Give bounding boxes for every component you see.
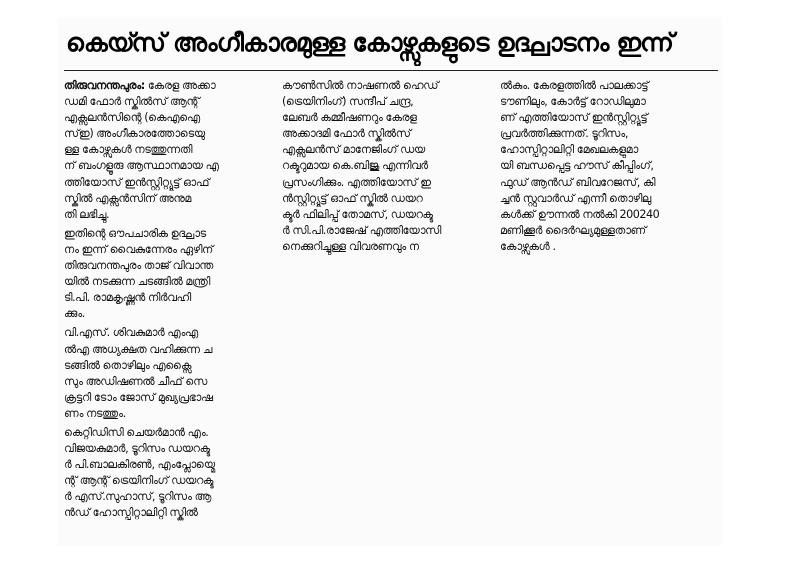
article-line: തിരുവനന്തപുരം താജ് വിവാന്ത: [64, 259, 214, 273]
article-line: ക്ടർ ഫിലിപ്പ് തോമസ്, ഡയറക്ട: [282, 207, 433, 221]
article-line: എക്സലൻസ് മാനേജിംഗ് ഡയ: [282, 143, 425, 157]
article-line: യിൽ നടക്കുന്ന ചടങ്ങിൽ മന്ത്രി: [64, 275, 210, 289]
article-line: ൻസ്റ്റിറ്റ്യൂട്ട് ഓഫ് സ്കിൽ ഡയറ: [282, 191, 423, 205]
article-line: തി ലഭിച്ചു.: [64, 207, 110, 221]
article-line: പ്രസംഗിക്കും. എത്തിയോസ് ഇ: [282, 175, 431, 189]
article-paragraph: [64, 425, 272, 522]
article-headline: കെയ്സ് അംഗീകാരമുള്ള കോഴ്സുകളുടെ ഉദ്ഘാടനം ഇന്ന്: [66, 28, 674, 57]
article-line: റക്ടറുമായ കെ.ബിജു എന്നിവർ: [282, 159, 428, 173]
article-line: ണം നടത്തും.: [64, 406, 126, 420]
article-line: ടി.പി. രാമകൃഷ്ണൻ നിർവഹി: [64, 291, 191, 305]
article-line: ള്ള കോഴ്സുകൾ നടത്തുന്നതി: [64, 143, 193, 157]
article-line: ലേബർ കമ്മീഷണറും കേരള: [282, 111, 417, 125]
article-line: ഡമി ഫോർ സ്കിൽസ് ആന്റ്: [64, 95, 200, 109]
article-line: മണിക്കൂർ ദൈർഘ്യമുള്ളതാണ്: [500, 223, 646, 237]
article-line: ർ സി.പി.രാജേഷ് എത്തിയോസി: [282, 223, 441, 237]
article-line: ച്ചൻ സ്റ്റുവാർഡ് എന്നീ തൊഴിലു: [500, 191, 651, 205]
article-line: ൽഎ അധ്യക്ഷത വഹിക്കുന്ന ച: [64, 342, 212, 356]
article-line: ൽകും. കേരളത്തിൽ പാലക്കാട്ട്: [500, 79, 649, 92]
article-paragraph: [64, 325, 272, 422]
article-paragraph: [64, 226, 272, 323]
article-line: കെറ്റിഡിസി ചെയർമാൻ എം.: [64, 425, 209, 439]
article-line: നെക്കുറിച്ചുള്ള വിവരണവും ന: [282, 239, 419, 253]
article-line: കൾക്ക് ഊന്നൽ നൽകി 200240: [500, 207, 660, 221]
article-line: സ്ഇ) അംഗീകാരത്തോടെയു: [64, 127, 205, 141]
article-line: ന്റ് ആന്റ് ട്രെയിനിംഗ് ഡയറക്ട: [64, 474, 214, 488]
article-column-1: [64, 78, 272, 546]
article-paragraph: [282, 78, 490, 255]
article-line: ന് ബംഗളൂരു ആസ്ഥാനമായ എ: [64, 159, 219, 173]
article-line: എക്സലൻസിന്റെ (കെഎഐ: [64, 111, 201, 125]
article-line: (ട്രെയിനിംഗ്) സന്ദീപ് ചന്ദ്ര,: [282, 95, 414, 109]
article-line: ഫുഡ് ആൻഡ് ബിവറേജസ്, കി: [500, 175, 656, 189]
article-line: ഇതിന്റെ ഔപചാരിക ഉദ്ഘാട: [64, 226, 206, 240]
article-line: വി.എസ്. ശിവകുമാർ എംഎ: [64, 326, 199, 340]
article-line: പ്രവർത്തിക്കുന്നത്. ടൂറിസം,: [500, 127, 628, 141]
article-column-3: [500, 78, 712, 278]
article-line: വിജയകുമാർ, ടൂറിസം ഡയറക്ട: [64, 442, 210, 456]
article-line: ടൗണിലും, കോർട്ട് റോഡിലുമാ: [500, 95, 646, 109]
headline-rule: [64, 70, 718, 71]
article-line: ത്തിയോസ് ഇൻസ്റ്റിറ്റ്യൂട്ട് ഓഫ്: [64, 175, 210, 189]
article-line: ണ് എത്തിയോസ് ഇൻസ്റ്റിറ്റ്യൂട്ട്: [500, 111, 648, 125]
article-line: ക്രട്ടറി ടോം ജോസ് മുഖ്യപ്രഭാഷ: [64, 390, 213, 404]
article-line: ൻഡ് ഹോസ്പിറ്റാലിറ്റി സ്കിൽ: [64, 506, 198, 520]
article-line: ർ പി.ബാലകിരൺ, എംപ്ലോയ്മെ: [64, 458, 215, 472]
article-column-2: [282, 78, 490, 278]
article-line: നം ഇന്ന് വൈകുന്നേരം ഏഴിന്: [64, 242, 213, 256]
article-line: ഹോസ്പിറ്റാലിറ്റി മേഖലകളുമാ: [500, 143, 638, 157]
newspaper-clipping: [58, 18, 722, 546]
article-line: അക്കാദമി ഫോർ സ്കിൽസ്: [282, 127, 411, 141]
article-line: സ്കിൽ എക്സൻസിന് അനുമ: [64, 191, 192, 205]
article-line: തിരുവനന്തപുരം: കേരള അക്കാ: [64, 79, 216, 92]
article-line: ക്കും.: [64, 307, 85, 321]
article-line: കോഴ്സുകൾ .: [500, 239, 556, 253]
article-line: ർ എസ്.സുഹാസ്, ടൂറിസം ആ: [64, 490, 212, 504]
article-line: കൗൺസിൽ നാഷണൽ ഹെഡ്: [282, 79, 439, 92]
article-line: സും അഡിഷണൽ ചീഫ് സെ: [64, 374, 208, 388]
article-line: യി ബന്ധപ്പെട്ട ഹൗസ് കീപ്പിംഗ്,: [500, 159, 654, 173]
article-paragraph: [500, 78, 712, 255]
article-paragraph: [64, 78, 272, 223]
article-line: ടങ്ങിൽ തൊഴിലും എക്സൈ: [64, 358, 192, 372]
article-dateline: തിരുവനന്തപുരം:: [64, 79, 145, 92]
